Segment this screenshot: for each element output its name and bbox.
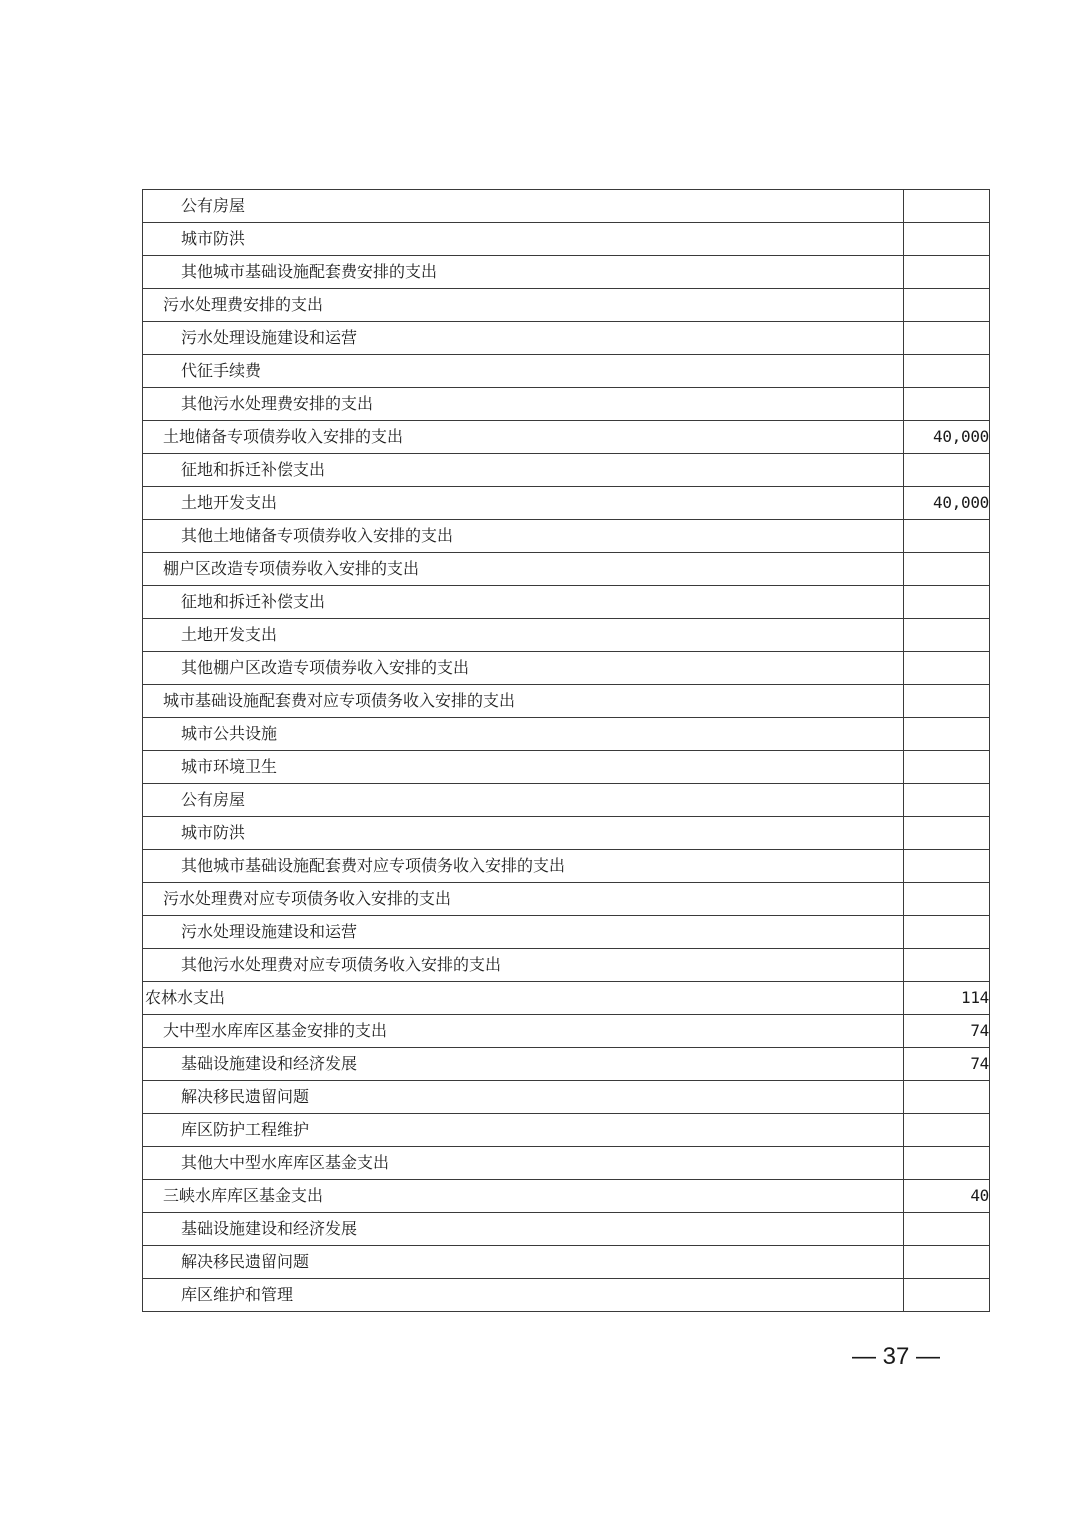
item-amount-cell xyxy=(904,1213,990,1246)
table-row xyxy=(143,1081,990,1114)
item-amount-cell: 40 xyxy=(904,1180,990,1213)
table-row xyxy=(143,817,990,850)
table-row xyxy=(143,685,990,718)
table-row xyxy=(143,982,990,1015)
table-row xyxy=(143,1147,990,1180)
item-amount-cell xyxy=(904,289,990,322)
table-row xyxy=(143,487,990,520)
table-body xyxy=(143,190,990,1312)
item-name-cell: 其他城市基础设施配套费安排的支出 xyxy=(143,256,904,289)
item-amount-cell xyxy=(904,949,990,982)
item-name-cell: 公有房屋 xyxy=(143,784,904,817)
item-name-cell: 其他污水处理费对应专项债务收入安排的支出 xyxy=(143,949,904,982)
item-name-cell: 基础设施建设和经济发展 xyxy=(143,1213,904,1246)
table-row xyxy=(143,553,990,586)
item-amount-cell xyxy=(904,355,990,388)
item-amount-cell xyxy=(904,652,990,685)
item-amount-cell xyxy=(904,619,990,652)
table-row xyxy=(143,586,990,619)
item-name-cell: 城市公共设施 xyxy=(143,718,904,751)
item-name-cell: 大中型水库库区基金安排的支出 xyxy=(143,1015,904,1048)
table-row xyxy=(143,289,990,322)
item-amount-cell xyxy=(904,256,990,289)
item-name-cell: 土地储备专项债券收入安排的支出 xyxy=(143,421,904,454)
item-amount-cell: 74 xyxy=(904,1048,990,1081)
item-amount-cell xyxy=(904,1246,990,1279)
item-name-cell: 库区维护和管理 xyxy=(143,1279,904,1312)
item-name-cell: 三峡水库库区基金支出 xyxy=(143,1180,904,1213)
item-amount-cell xyxy=(904,850,990,883)
item-amount-cell xyxy=(904,586,990,619)
table-row xyxy=(143,190,990,223)
item-amount-cell xyxy=(904,1081,990,1114)
item-amount-cell xyxy=(904,751,990,784)
item-name-cell: 污水处理设施建设和运营 xyxy=(143,322,904,355)
table-row xyxy=(143,1246,990,1279)
table-row xyxy=(143,454,990,487)
item-name-cell: 土地开发支出 xyxy=(143,619,904,652)
item-name-cell: 污水处理设施建设和运营 xyxy=(143,916,904,949)
table-row xyxy=(143,1180,990,1213)
item-name-cell: 其他土地储备专项债券收入安排的支出 xyxy=(143,520,904,553)
item-amount-cell xyxy=(904,388,990,421)
item-amount-cell xyxy=(904,223,990,256)
item-amount-cell xyxy=(904,685,990,718)
item-amount-cell xyxy=(904,1279,990,1312)
table-row xyxy=(143,322,990,355)
table-row xyxy=(143,388,990,421)
item-name-cell: 污水处理费安排的支出 xyxy=(143,289,904,322)
item-name-cell: 棚户区改造专项债券收入安排的支出 xyxy=(143,553,904,586)
item-name-cell: 基础设施建设和经济发展 xyxy=(143,1048,904,1081)
item-name-cell: 城市基础设施配套费对应专项债务收入安排的支出 xyxy=(143,685,904,718)
item-amount-cell xyxy=(904,883,990,916)
item-amount-cell: 114 xyxy=(904,982,990,1015)
item-amount-cell xyxy=(904,718,990,751)
table-row xyxy=(143,751,990,784)
table-row xyxy=(143,1279,990,1312)
item-amount-cell xyxy=(904,520,990,553)
item-name-cell: 库区防护工程维护 xyxy=(143,1114,904,1147)
table-row xyxy=(143,883,990,916)
item-amount-cell xyxy=(904,190,990,223)
item-name-cell: 农林水支出 xyxy=(143,982,904,1015)
table-row xyxy=(143,421,990,454)
item-name-cell: 解决移民遗留问题 xyxy=(143,1081,904,1114)
item-name-cell: 其他大中型水库库区基金支出 xyxy=(143,1147,904,1180)
table-row xyxy=(143,1048,990,1081)
item-amount-cell: 40,000 xyxy=(904,421,990,454)
item-name-cell: 其他城市基础设施配套费对应专项债务收入安排的支出 xyxy=(143,850,904,883)
table-row xyxy=(143,355,990,388)
item-name-cell: 征地和拆迁补偿支出 xyxy=(143,586,904,619)
item-name-cell: 其他棚户区改造专项债券收入安排的支出 xyxy=(143,652,904,685)
table-row xyxy=(143,916,990,949)
table-row xyxy=(143,1213,990,1246)
item-amount-cell xyxy=(904,1147,990,1180)
item-name-cell: 污水处理费对应专项债务收入安排的支出 xyxy=(143,883,904,916)
item-name-cell: 公有房屋 xyxy=(143,190,904,223)
table-row xyxy=(143,1015,990,1048)
table-row xyxy=(143,652,990,685)
item-name-cell: 其他污水处理费安排的支出 xyxy=(143,388,904,421)
item-name-cell: 征地和拆迁补偿支出 xyxy=(143,454,904,487)
table-row xyxy=(143,718,990,751)
item-amount-cell: 74 xyxy=(904,1015,990,1048)
item-name-cell: 解决移民遗留问题 xyxy=(143,1246,904,1279)
item-name-cell: 土地开发支出 xyxy=(143,487,904,520)
item-amount-cell xyxy=(904,454,990,487)
item-amount-cell xyxy=(904,553,990,586)
item-name-cell: 城市环境卫生 xyxy=(143,751,904,784)
table-row xyxy=(143,1114,990,1147)
item-name-cell: 代征手续费 xyxy=(143,355,904,388)
page-number: — 37 — xyxy=(852,1343,941,1370)
item-amount-cell xyxy=(904,322,990,355)
table-row xyxy=(143,850,990,883)
table-row xyxy=(143,223,990,256)
table-row xyxy=(143,949,990,982)
item-amount-cell xyxy=(904,784,990,817)
table-row xyxy=(143,784,990,817)
item-amount-cell xyxy=(904,916,990,949)
item-name-cell: 城市防洪 xyxy=(143,817,904,850)
item-amount-cell: 40,000 xyxy=(904,487,990,520)
item-amount-cell xyxy=(904,817,990,850)
table-row xyxy=(143,256,990,289)
table-row xyxy=(143,619,990,652)
table-row xyxy=(143,520,990,553)
budget-expenditure-table xyxy=(142,189,990,1312)
item-name-cell: 城市防洪 xyxy=(143,223,904,256)
item-amount-cell xyxy=(904,1114,990,1147)
